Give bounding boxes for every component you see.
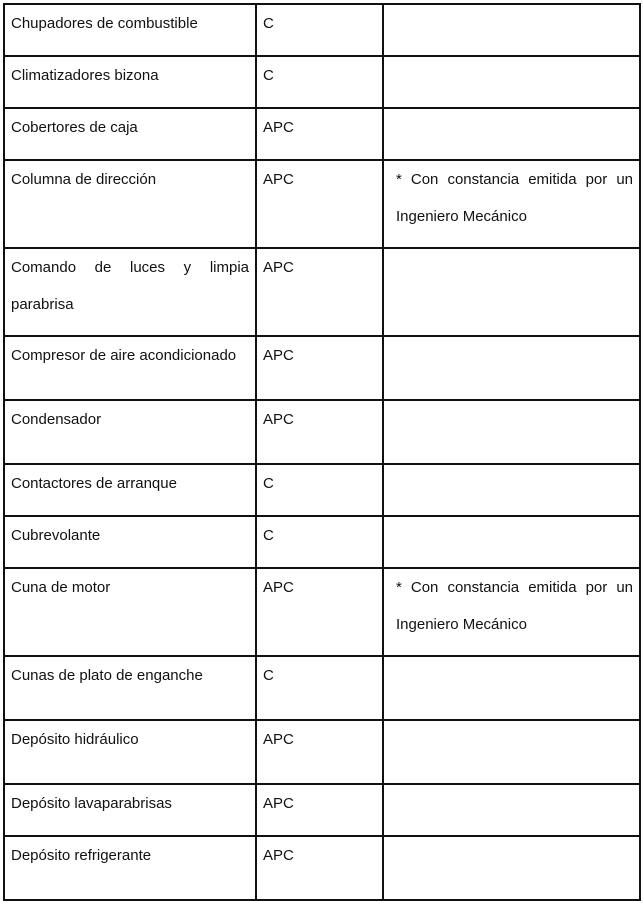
part-note-cell xyxy=(383,784,640,836)
table-row xyxy=(4,836,640,900)
part-code: C xyxy=(263,667,274,684)
part-note-cell xyxy=(383,108,640,160)
part-code-cell xyxy=(256,568,383,656)
table-row xyxy=(4,336,640,400)
part-note-cell xyxy=(383,56,640,108)
table-row xyxy=(4,248,640,336)
part-name: Depósito refrigerante xyxy=(11,847,152,864)
part-code-cell xyxy=(256,516,383,568)
part-code-cell xyxy=(256,656,383,720)
parts-table xyxy=(3,3,641,901)
part-name: Cunas de plato de enganche xyxy=(11,667,203,684)
part-note-cell xyxy=(383,400,640,464)
part-note-cell xyxy=(383,516,640,568)
part-code-cell xyxy=(256,336,383,400)
part-name-cell xyxy=(4,568,256,656)
part-name-cell xyxy=(4,464,256,516)
part-name-cell xyxy=(4,516,256,568)
part-name-cell xyxy=(4,784,256,836)
part-name-cell xyxy=(4,720,256,784)
table-row xyxy=(4,656,640,720)
part-name-cell xyxy=(4,336,256,400)
part-name: Depósito lavaparabrisas xyxy=(11,795,172,812)
part-note-cell xyxy=(383,4,640,56)
table-row xyxy=(4,464,640,516)
part-name: Condensador xyxy=(11,411,102,428)
part-code: APC xyxy=(263,731,294,748)
table-row xyxy=(4,400,640,464)
part-note-cell xyxy=(383,720,640,784)
part-name: Climatizadores bizona xyxy=(11,67,159,84)
part-code-cell xyxy=(256,784,383,836)
part-code: APC xyxy=(263,579,294,596)
part-code-cell xyxy=(256,464,383,516)
part-name-cell xyxy=(4,56,256,108)
part-code: APC xyxy=(263,795,294,812)
part-code: APC xyxy=(263,119,294,136)
table-row xyxy=(4,516,640,568)
part-name: Comando de luces y limpia parabrisa xyxy=(11,259,249,313)
part-note: * Con constancia emitida por un Ingeniero Mecánico xyxy=(396,171,633,225)
part-code-cell xyxy=(256,400,383,464)
part-name: Chupadores de combustible xyxy=(11,15,198,32)
part-name: Compresor de aire acondicionado xyxy=(11,347,237,364)
part-name: Columna de dirección xyxy=(11,171,157,188)
table-row xyxy=(4,784,640,836)
part-name-cell xyxy=(4,160,256,248)
part-code-cell xyxy=(256,248,383,336)
part-note-cell xyxy=(383,836,640,900)
part-note-cell xyxy=(383,160,640,248)
part-note: * Con constancia emitida por un Ingeniero Mecánico xyxy=(396,579,633,633)
part-code-cell xyxy=(256,720,383,784)
part-note-cell xyxy=(383,248,640,336)
part-code: APC xyxy=(263,171,294,188)
table-row xyxy=(4,720,640,784)
part-name-cell xyxy=(4,836,256,900)
table-row xyxy=(4,568,640,656)
part-name-cell xyxy=(4,4,256,56)
part-code: C xyxy=(263,475,274,492)
part-name: Cubrevolante xyxy=(11,527,101,544)
part-name-cell xyxy=(4,248,256,336)
part-code: APC xyxy=(263,847,294,864)
part-code: APC xyxy=(263,347,294,364)
part-name: Cobertores de caja xyxy=(11,119,138,136)
part-note-cell xyxy=(383,336,640,400)
part-name: Contactores de arranque xyxy=(11,475,177,492)
part-code-cell xyxy=(256,108,383,160)
table-row xyxy=(4,108,640,160)
table-row xyxy=(4,4,640,56)
part-name: Depósito hidráulico xyxy=(11,731,139,748)
part-name-cell xyxy=(4,108,256,160)
part-name-cell xyxy=(4,656,256,720)
table-row xyxy=(4,160,640,248)
part-note-cell xyxy=(383,656,640,720)
part-code-cell xyxy=(256,56,383,108)
part-code: C xyxy=(263,527,274,544)
part-note-cell xyxy=(383,464,640,516)
part-code: APC xyxy=(263,411,294,428)
table-row xyxy=(4,56,640,108)
part-code: APC xyxy=(263,259,294,276)
part-name-cell xyxy=(4,400,256,464)
part-code-cell xyxy=(256,160,383,248)
part-code-cell xyxy=(256,836,383,900)
part-code-cell xyxy=(256,4,383,56)
part-name: Cuna de motor xyxy=(11,579,111,596)
part-code: C xyxy=(263,15,274,32)
part-code: C xyxy=(263,67,274,84)
part-note-cell xyxy=(383,568,640,656)
